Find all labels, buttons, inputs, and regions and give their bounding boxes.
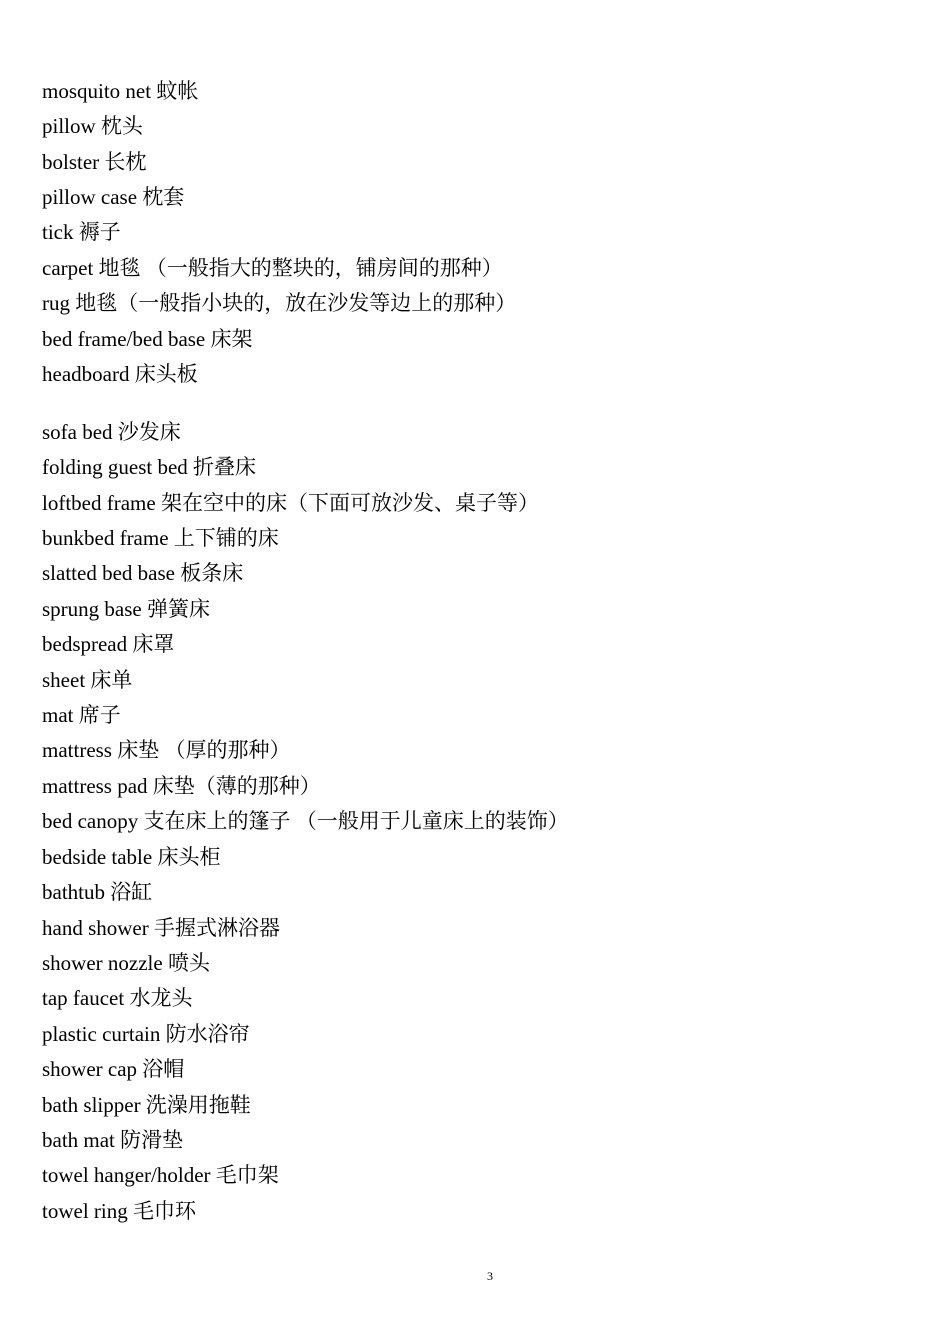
vocabulary-entry: mattress pad 床垫（薄的那种）	[42, 774, 321, 798]
vocabulary-entry: plastic curtain 防水浴帘	[42, 1022, 250, 1046]
vocabulary-entry: loftbed frame 架在空中的床（下面可放沙发、桌子等）	[42, 491, 539, 515]
vocabulary-entry: folding guest bed 折叠床	[42, 455, 257, 479]
page-number: 3	[487, 1269, 493, 1283]
vocabulary-entry: sheet 床单	[42, 668, 133, 692]
vocabulary-entry: bedside table 床头柜	[42, 845, 221, 869]
vocabulary-entry: sofa bed 沙发床	[42, 420, 181, 444]
vocabulary-entry: slatted bed base 板条床	[42, 561, 244, 585]
vocabulary-entry: mattress 床垫 （厚的那种）	[42, 738, 291, 762]
vocabulary-entry: tap faucet 水龙头	[42, 986, 193, 1010]
vocabulary-entry: mosquito net 蚊帐	[42, 79, 199, 103]
vocabulary-entry: mat 席子	[42, 703, 121, 727]
vocabulary-entry: bath slipper 洗澡用拖鞋	[42, 1093, 251, 1117]
vocabulary-entry: towel hanger/holder 毛巾架	[42, 1163, 279, 1187]
vocabulary-entry: bath mat 防滑垫	[42, 1128, 184, 1152]
vocabulary-entry: bed canopy 支在床上的篷子 （一般用于儿童床上的装饰）	[42, 809, 569, 833]
vocabulary-entry: rug 地毯（一般指小块的，放在沙发等边上的那种）	[42, 291, 517, 315]
vocabulary-entry: shower nozzle 喷头	[42, 951, 210, 975]
vocabulary-entry: bunkbed frame 上下铺的床	[42, 526, 279, 550]
vocabulary-entry: pillow case 枕套	[42, 185, 185, 209]
vocabulary-entry: bed frame/bed base 床架	[42, 327, 253, 351]
vocabulary-entry: carpet 地毯 （一般指大的整块的，铺房间的那种）	[42, 256, 503, 280]
vocabulary-entry: bathtub 浴缸	[42, 880, 153, 904]
vocabulary-entry: shower cap 浴帽	[42, 1057, 185, 1081]
vocabulary-entry: sprung base 弹簧床	[42, 597, 210, 621]
vocabulary-entry: headboard 床头板	[42, 362, 198, 386]
vocabulary-entry: tick 褥子	[42, 220, 121, 244]
vocabulary-entry: bedspread 床罩	[42, 632, 175, 656]
vocabulary-entry: hand shower 手握式淋浴器	[42, 916, 280, 940]
vocabulary-entry: pillow 枕头	[42, 114, 143, 138]
vocabulary-entry: towel ring 毛巾环	[42, 1199, 196, 1223]
vocabulary-entry: bolster 长枕	[42, 150, 147, 174]
